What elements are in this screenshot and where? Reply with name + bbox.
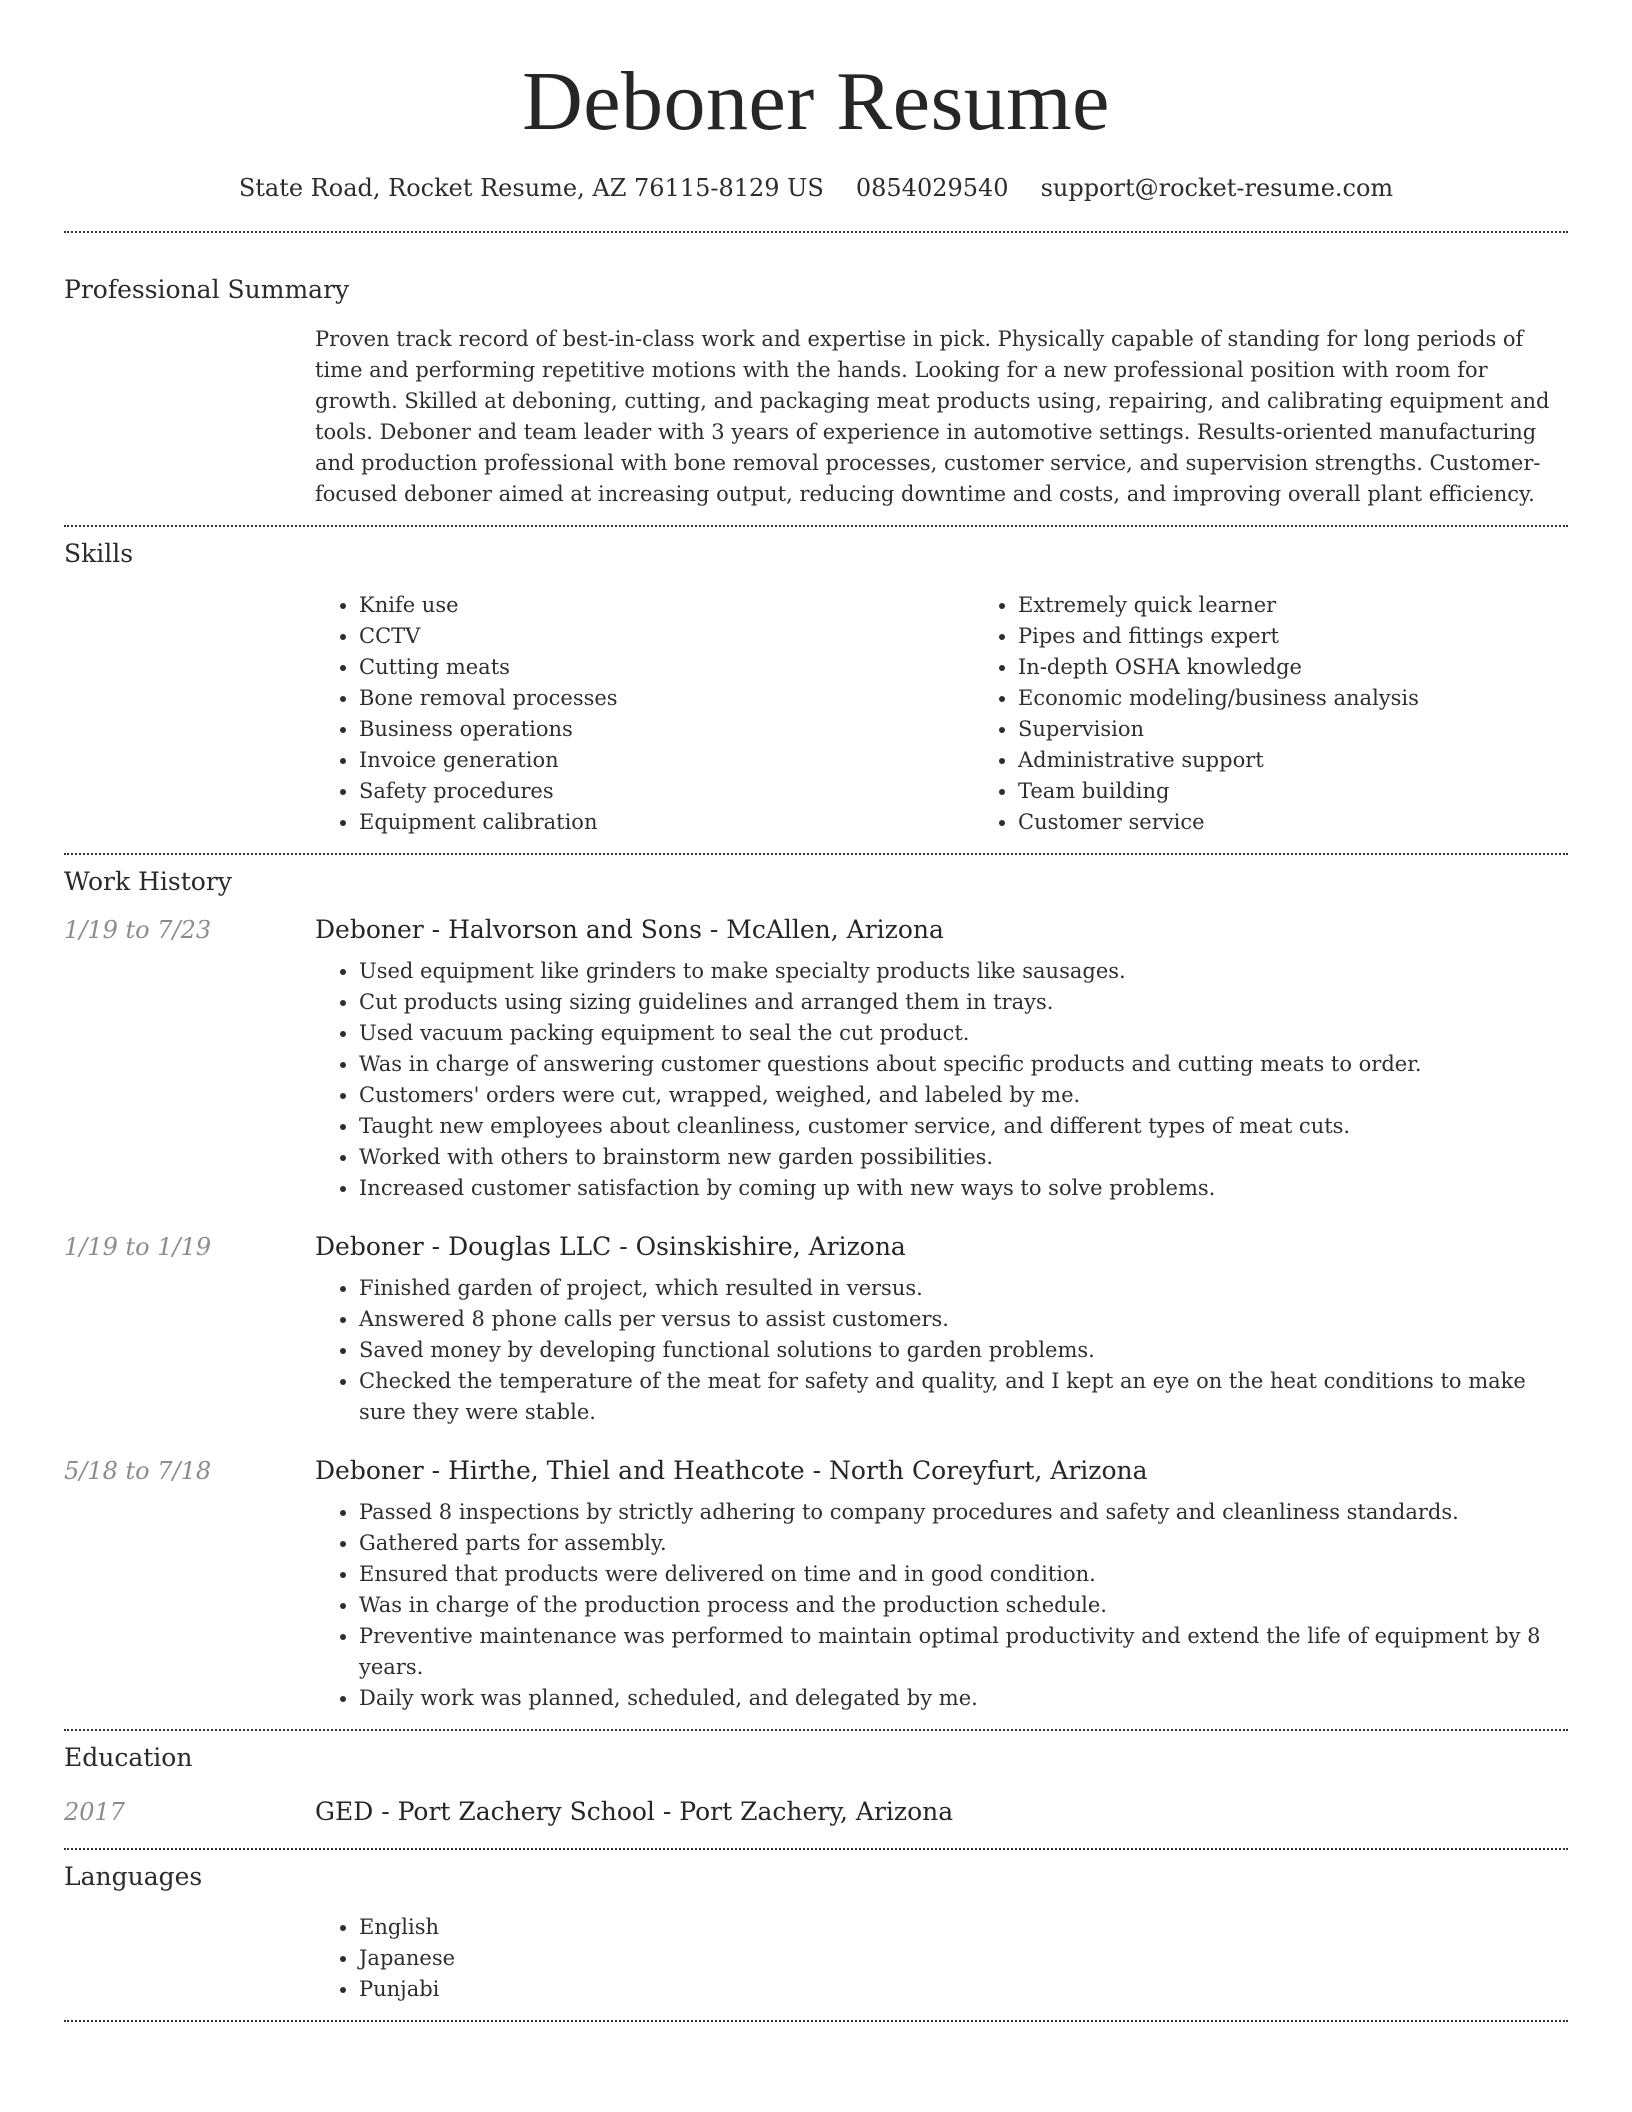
education-entry (64, 1797, 1568, 1826)
job-bullet: • Was in charge of answering customer questions about specific products and cutting meats to order. (359, 1049, 1568, 1080)
divider (64, 1729, 1568, 1731)
job-bullets (315, 956, 1568, 1204)
education-heading: Education (64, 1743, 193, 1772)
skill-item: • Cutting meats (359, 652, 974, 683)
skills-column-left (315, 590, 974, 838)
job-bullet: • Used equipment like grinders to make specialty products like sausages. (359, 956, 1568, 987)
skill-item: • Knife use (359, 590, 974, 621)
job-title: Deboner - Hirthe, Thiel and Heathcote - North Coreyfurt, Arizona (315, 1456, 1148, 1485)
job-duties (315, 1497, 1568, 1714)
job-header (64, 915, 1568, 944)
job-bullet: • Gathered parts for assembly. (359, 1528, 1568, 1559)
skill-item: • In-depth OSHA knowledge (1018, 652, 1632, 683)
job-entry (64, 1232, 1568, 1428)
summary-heading: Professional Summary (64, 275, 350, 304)
job-bullet: • Customers' orders were cut, wrapped, weighed, and labeled by me. (359, 1080, 1568, 1111)
skills-column-right (974, 590, 1632, 838)
divider (64, 2020, 1568, 2022)
skills-list (315, 590, 1568, 838)
resume-title: Deboner Resume (522, 55, 1110, 148)
divider (64, 525, 1568, 527)
divider (64, 231, 1568, 233)
education-title: GED - Port Zachery School - Port Zachery, Arizona (315, 1797, 954, 1826)
skill-item: • Safety procedures (359, 776, 974, 807)
job-bullets (315, 1273, 1568, 1428)
languages-list (315, 1912, 1568, 2005)
languages-heading: Languages (64, 1862, 203, 1891)
job-bullet: • Increased customer satisfaction by coming up with new ways to solve problems. (359, 1173, 1568, 1204)
job-date: 5/18 to 7/18 (64, 1457, 212, 1485)
job-bullet: • Taught new employees about cleanliness, customer service, and different types of meat cuts. (359, 1111, 1568, 1142)
job-entry (64, 1456, 1568, 1714)
divider (64, 1848, 1568, 1850)
job-bullet: • Was in charge of the production process and the production schedule. (359, 1590, 1568, 1621)
job-duties (315, 1273, 1568, 1428)
job-entry (64, 915, 1568, 1204)
job-bullet: • Ensured that products were delivered on time and in good condition. (359, 1559, 1568, 1590)
job-bullet: • Preventive maintenance was performed to maintain optimal productivity and extend the life of equipment by 8 years. (359, 1621, 1568, 1683)
job-bullet: • Used vacuum packing equipment to seal the cut product. (359, 1018, 1568, 1049)
languages-bullets (315, 1912, 1568, 2005)
language-item: • Japanese (359, 1943, 1568, 1974)
job-header (64, 1232, 1568, 1261)
job-bullet: • Passed 8 inspections by strictly adhering to company procedures and safety and cleanliness standards. (359, 1497, 1568, 1528)
job-duties (315, 956, 1568, 1204)
email-text: support@rocket-resume.com (1040, 174, 1394, 202)
skill-item: • Invoice generation (359, 745, 974, 776)
skill-item: • Bone removal processes (359, 683, 974, 714)
skill-item: • Equipment calibration (359, 807, 974, 838)
job-header (64, 1456, 1568, 1485)
job-bullet: • Saved money by developing functional solutions to garden problems. (359, 1335, 1568, 1366)
skill-item: • Extremely quick learner (1018, 590, 1632, 621)
divider (64, 853, 1568, 855)
skills-heading: Skills (64, 539, 134, 568)
job-date: 1/19 to 1/19 (64, 1233, 212, 1261)
job-bullet: • Worked with others to brainstorm new garden possibilities. (359, 1142, 1568, 1173)
skill-item: • Team building (1018, 776, 1632, 807)
work-heading: Work History (64, 867, 232, 896)
skill-item: • Customer service (1018, 807, 1632, 838)
job-title: Deboner - Halvorson and Sons - McAllen, Arizona (315, 915, 944, 944)
skill-item: • Administrative support (1018, 745, 1632, 776)
phone-text: 0854029540 (855, 174, 1009, 202)
job-date: 1/19 to 7/23 (64, 916, 212, 944)
job-bullet: • Cut products using sizing guidelines and arranged them in trays. (359, 987, 1568, 1018)
education-date: 2017 (64, 1798, 126, 1826)
skill-item: • Business operations (359, 714, 974, 745)
job-bullets (315, 1497, 1568, 1714)
job-bullet: • Checked the temperature of the meat for safety and quality, and I kept an eye on the heat conditions to make sure they were stable. (359, 1366, 1568, 1428)
summary-text: Proven track record of best-in-class work and expertise in pick. Physically capable of standing for long periods of time and performing repetitive motions with the hands. Looking for a new professional position with room for growth. Skilled at deboning, cutting, and packaging meat products using, repairing, and calibrating equipment and tools. Deboner and team leader with 3 years of experience in automotive settings. Results-oriented manufacturing and production professional with bone removal processes, customer service, and supervision strengths. Customer-focused deboner aimed at increasing output, reducing downtime and costs, and improving overall plant efficiency. (315, 327, 1550, 506)
resume-page (64, 0, 1568, 2022)
language-item: • Punjabi (359, 1974, 1568, 2005)
job-bullet: • Daily work was planned, scheduled, and delegated by me. (359, 1683, 1568, 1714)
contact-line (64, 170, 1568, 206)
address-text: State Road, Rocket Resume, AZ 76115-8129 US (238, 174, 824, 202)
skill-item: • Supervision (1018, 714, 1632, 745)
job-bullet: • Finished garden of project, which resulted in versus. (359, 1273, 1568, 1304)
skill-item: • Economic modeling/business analysis (1018, 683, 1632, 714)
skill-item: • Pipes and fittings expert (1018, 621, 1632, 652)
job-bullet: • Answered 8 phone calls per versus to assist customers. (359, 1304, 1568, 1335)
job-title: Deboner - Douglas LLC - Osinskishire, Arizona (315, 1232, 906, 1261)
skill-item: • CCTV (359, 621, 974, 652)
language-item: • English (359, 1912, 1568, 1943)
